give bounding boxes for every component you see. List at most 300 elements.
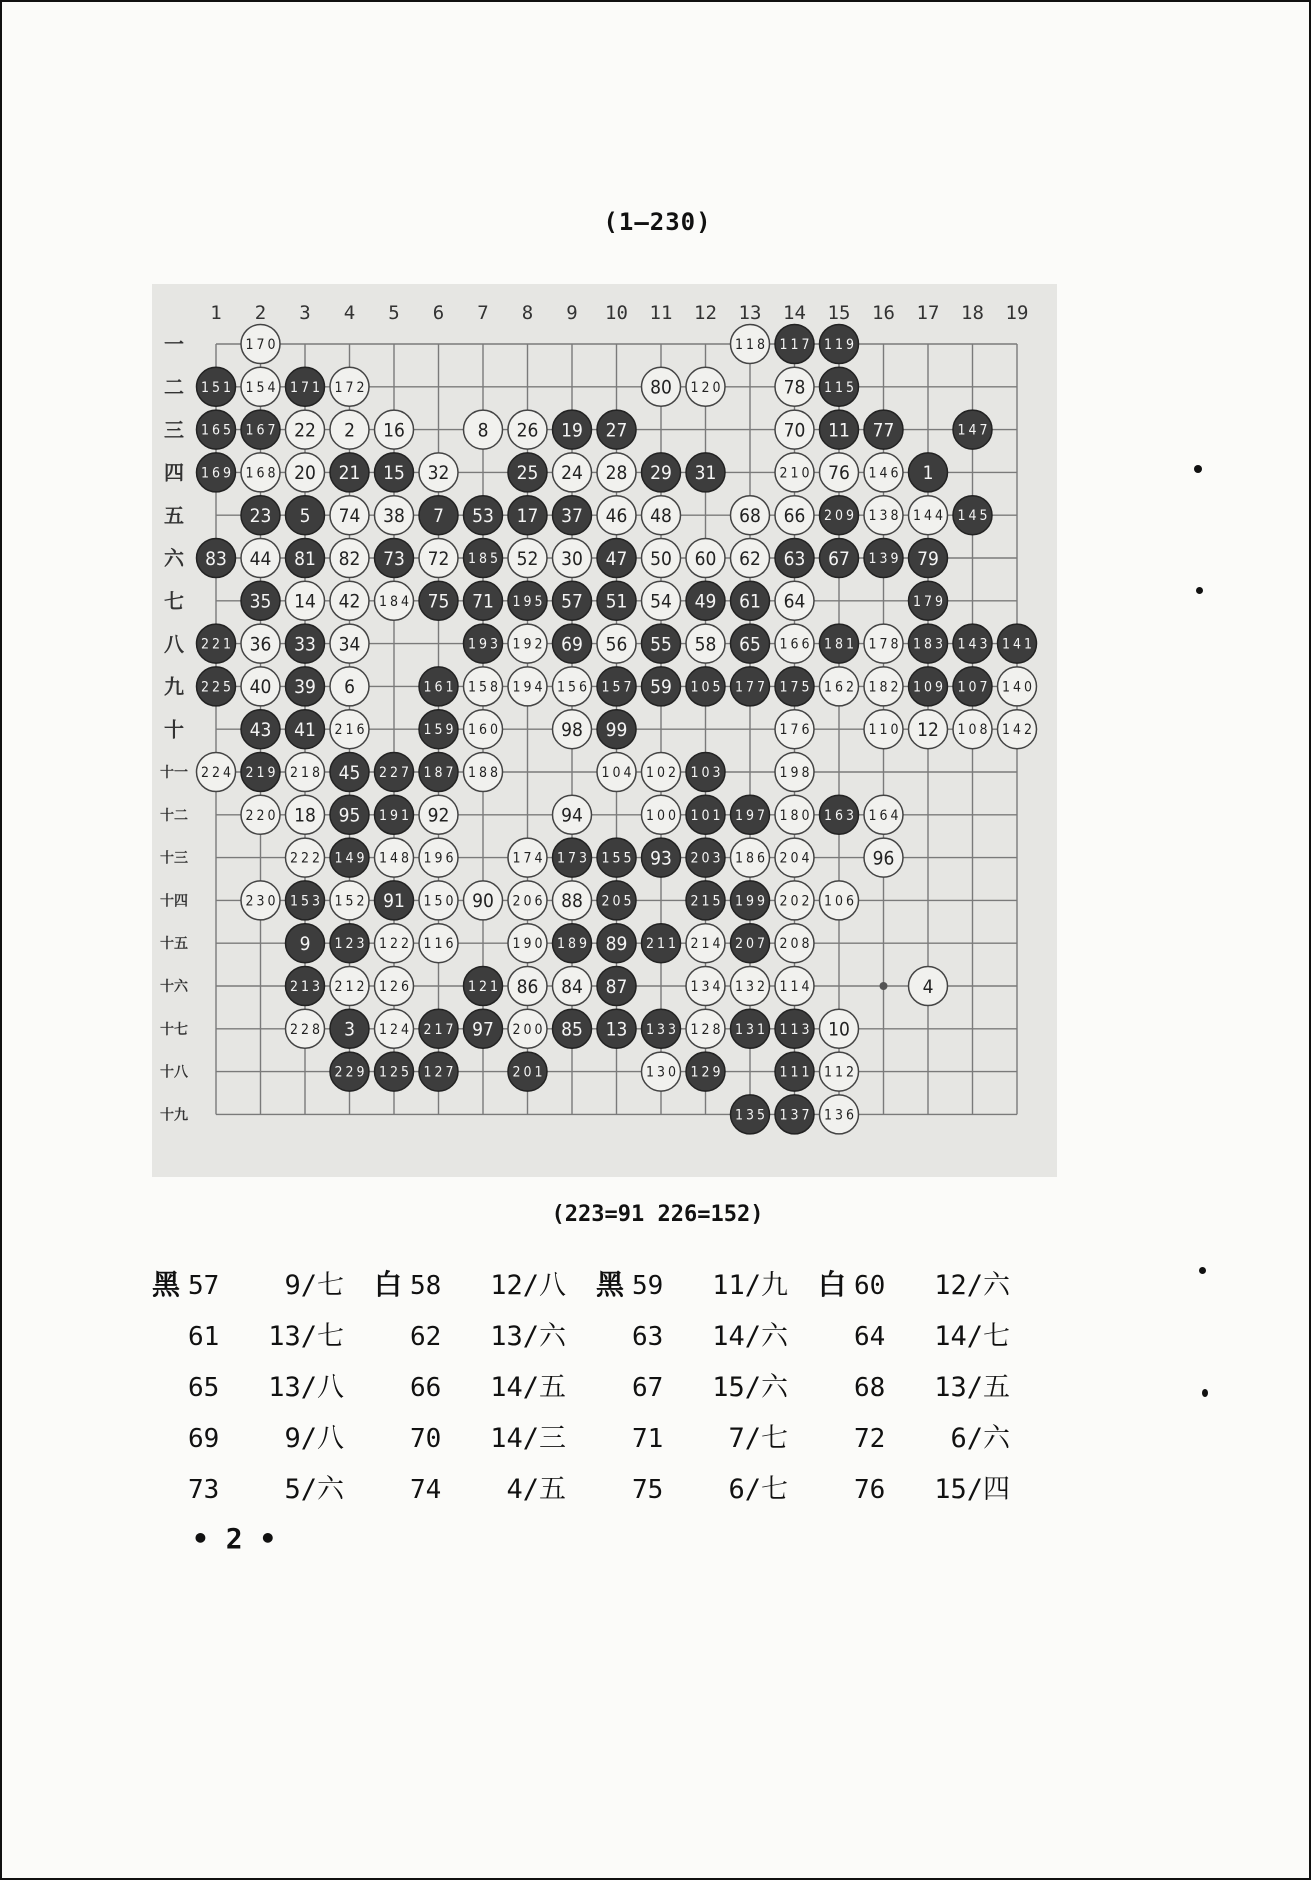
speck bbox=[1199, 1267, 1206, 1274]
stone-move-number: 157 bbox=[601, 679, 632, 696]
stone-move-number: 222 bbox=[290, 850, 320, 867]
stone-move-number: 35 bbox=[249, 590, 272, 613]
stone-move-number: 174 bbox=[512, 850, 543, 867]
move-number: 70 bbox=[410, 1424, 442, 1454]
stone-move-number: 184 bbox=[379, 593, 409, 610]
move-position: 14/三 bbox=[490, 1423, 566, 1454]
move-entry bbox=[596, 1263, 818, 1303]
stone-move-number: 29 bbox=[650, 462, 672, 485]
stone-move-number: 2 bbox=[344, 419, 355, 442]
stone-move-number: 59 bbox=[650, 676, 672, 699]
column-label: 11 bbox=[649, 302, 673, 324]
stone-move-number: 19 bbox=[561, 419, 583, 442]
column-label: 3 bbox=[299, 302, 311, 324]
stone-move-number: 186 bbox=[735, 850, 765, 867]
diagram-title: (1—230) bbox=[603, 208, 712, 236]
stone-move-number: 206 bbox=[512, 893, 543, 910]
stone-move-number: 209 bbox=[824, 508, 854, 525]
move-color: 白 bbox=[818, 1267, 847, 1301]
stone-move-number: 164 bbox=[868, 807, 899, 824]
stone-move-number: 216 bbox=[334, 722, 365, 739]
stone-move-number: 11 bbox=[828, 419, 850, 442]
move-color: 黑 bbox=[152, 1267, 181, 1301]
stone-move-number: 160 bbox=[468, 722, 498, 739]
stone-move-number: 138 bbox=[868, 508, 899, 525]
stone-move-number: 197 bbox=[735, 807, 765, 824]
stone-move-number: 217 bbox=[423, 1021, 454, 1038]
stone-move-number: 179 bbox=[913, 593, 943, 610]
stone-move-number: 161 bbox=[423, 679, 454, 696]
stone-move-number: 79 bbox=[917, 547, 939, 570]
stone-move-number: 126 bbox=[379, 979, 409, 996]
stone-move-number: 31 bbox=[694, 462, 717, 485]
row-label: 八 bbox=[164, 631, 184, 656]
stone-move-number: 67 bbox=[828, 547, 850, 570]
stone-move-number: 52 bbox=[516, 547, 539, 570]
stone-move-number: 202 bbox=[779, 893, 810, 910]
stone-move-number: 146 bbox=[868, 465, 899, 482]
stone-move-number: 119 bbox=[824, 337, 854, 354]
stone-move-number: 68 bbox=[739, 505, 761, 528]
stone-move-number: 212 bbox=[334, 979, 365, 996]
move-position: 14/六 bbox=[712, 1321, 788, 1352]
stone-move-number: 154 bbox=[245, 379, 276, 396]
move-position: 13/七 bbox=[268, 1321, 344, 1352]
stone-move-number: 56 bbox=[605, 633, 628, 656]
stone-move-number: 187 bbox=[423, 765, 454, 782]
stone-move-number: 18 bbox=[294, 804, 316, 827]
stone-move-number: 104 bbox=[601, 765, 632, 782]
move-entry bbox=[596, 1416, 818, 1455]
stone-move-number: 131 bbox=[735, 1021, 765, 1038]
stone-move-number: 53 bbox=[472, 505, 494, 528]
move-entry bbox=[374, 1263, 596, 1303]
move-number: 72 bbox=[854, 1424, 886, 1454]
speck bbox=[1194, 465, 1202, 473]
equivalence-note: (223=91 226=152) bbox=[551, 1202, 764, 1227]
row-label: 七 bbox=[164, 589, 184, 613]
move-row bbox=[152, 1308, 1052, 1359]
move-entry bbox=[374, 1467, 596, 1506]
move-entry bbox=[596, 1365, 818, 1404]
stone-move-number: 61 bbox=[739, 590, 761, 613]
move-entry bbox=[374, 1314, 596, 1353]
move-number: 76 bbox=[854, 1475, 886, 1505]
stone-move-number: 183 bbox=[913, 636, 943, 653]
column-label: 17 bbox=[916, 302, 940, 324]
move-color: 白 bbox=[374, 1267, 403, 1301]
speck bbox=[1196, 587, 1203, 594]
stone-move-number: 227 bbox=[379, 765, 409, 782]
stone-move-number: 139 bbox=[868, 551, 899, 568]
move-position: 6/六 bbox=[950, 1423, 1010, 1454]
stone-move-number: 88 bbox=[561, 890, 583, 913]
stone-move-number: 162 bbox=[824, 679, 854, 696]
row-label: 十五 bbox=[160, 936, 188, 953]
stone-move-number: 17 bbox=[516, 505, 539, 528]
stone-move-number: 136 bbox=[824, 1107, 854, 1124]
stone-move-number: 205 bbox=[601, 893, 632, 910]
stone-move-number: 225 bbox=[201, 679, 231, 696]
stone-move-number: 51 bbox=[605, 590, 628, 613]
stone-move-number: 156 bbox=[557, 679, 587, 696]
stone-move-number: 115 bbox=[824, 379, 854, 396]
row-label: 十二 bbox=[160, 807, 188, 824]
stone-move-number: 204 bbox=[779, 850, 810, 867]
stone-move-number: 80 bbox=[650, 376, 672, 399]
stone-move-number: 55 bbox=[650, 633, 672, 656]
move-position: 13/六 bbox=[490, 1321, 566, 1352]
move-entry bbox=[818, 1314, 1040, 1353]
stone-move-number: 159 bbox=[423, 722, 454, 739]
stone-move-number: 165 bbox=[201, 422, 231, 439]
stone-move-number: 211 bbox=[646, 936, 676, 953]
stone-move-number: 87 bbox=[605, 975, 628, 998]
stone-move-number: 37 bbox=[561, 505, 583, 528]
stone-move-number: 70 bbox=[783, 419, 806, 442]
move-number: 57 bbox=[188, 1270, 220, 1301]
row-label: 十九 bbox=[160, 1107, 188, 1124]
move-position: 13/八 bbox=[268, 1372, 344, 1403]
stone-move-number: 173 bbox=[557, 850, 587, 867]
stone-move-number: 1 bbox=[922, 462, 934, 485]
column-label: 10 bbox=[605, 302, 628, 324]
row-label: 十八 bbox=[160, 1064, 188, 1081]
stone-move-number: 122 bbox=[379, 936, 409, 953]
move-position: 12/八 bbox=[490, 1269, 566, 1301]
stone-move-number: 77 bbox=[872, 419, 895, 442]
move-number: 65 bbox=[188, 1373, 220, 1403]
stone-move-number: 145 bbox=[957, 508, 988, 525]
stone-move-number: 27 bbox=[605, 419, 628, 442]
stone-move-number: 92 bbox=[427, 804, 450, 827]
stone-move-number: 38 bbox=[383, 505, 405, 528]
stone-move-number: 85 bbox=[561, 1018, 583, 1041]
stone-move-number: 151 bbox=[201, 379, 231, 396]
stone-move-number: 97 bbox=[472, 1018, 494, 1041]
move-position: 7/七 bbox=[728, 1423, 788, 1454]
stone-move-number: 99 bbox=[605, 719, 628, 742]
column-label: 4 bbox=[343, 302, 356, 324]
stone-move-number: 125 bbox=[379, 1064, 409, 1081]
move-position: 9/七 bbox=[284, 1269, 344, 1301]
stone-move-number: 8 bbox=[477, 419, 489, 442]
move-number: 75 bbox=[632, 1475, 664, 1505]
stone-move-number: 62 bbox=[739, 547, 761, 570]
stone-move-number: 195 bbox=[512, 593, 543, 610]
stone-move-number: 36 bbox=[249, 633, 272, 656]
column-label: 2 bbox=[254, 302, 267, 324]
stone-move-number: 95 bbox=[338, 804, 361, 827]
move-number: 73 bbox=[188, 1475, 220, 1505]
stone-move-number: 114 bbox=[779, 979, 810, 996]
stone-move-number: 81 bbox=[294, 547, 316, 570]
stone-move-number: 39 bbox=[294, 676, 316, 699]
stone-move-number: 26 bbox=[516, 419, 539, 442]
stone-move-number: 170 bbox=[245, 337, 276, 354]
move-position: 11/九 bbox=[712, 1269, 788, 1301]
stone-move-number: 47 bbox=[605, 547, 628, 570]
move-entry bbox=[818, 1263, 1040, 1303]
stone-move-number: 44 bbox=[249, 547, 272, 570]
move-entry bbox=[152, 1314, 374, 1353]
row-label: 十四 bbox=[160, 893, 188, 910]
stone-move-number: 57 bbox=[561, 590, 583, 613]
stone-move-number: 158 bbox=[468, 679, 498, 696]
stone-move-number: 112 bbox=[824, 1064, 854, 1081]
stone-move-number: 200 bbox=[512, 1021, 543, 1038]
stone-move-number: 23 bbox=[249, 505, 272, 528]
stone-move-number: 208 bbox=[779, 936, 810, 953]
move-entry bbox=[152, 1416, 374, 1455]
stone-move-number: 21 bbox=[338, 462, 361, 485]
move-number: 74 bbox=[410, 1475, 442, 1505]
move-row bbox=[152, 1410, 1052, 1461]
stone-move-number: 118 bbox=[735, 337, 765, 354]
stone-move-number: 82 bbox=[338, 547, 361, 570]
stone-move-number: 33 bbox=[294, 633, 316, 656]
stone-move-number: 16 bbox=[383, 419, 405, 442]
row-label: 十三 bbox=[160, 850, 188, 867]
stone-move-number: 6 bbox=[344, 676, 355, 699]
stone-move-number: 113 bbox=[779, 1021, 810, 1038]
move-position: 15/四 bbox=[934, 1474, 1010, 1505]
stone-move-number: 153 bbox=[290, 893, 320, 910]
move-number: 59 bbox=[632, 1270, 664, 1301]
move-color: 黑 bbox=[596, 1267, 625, 1301]
stone-move-number: 49 bbox=[694, 590, 717, 613]
stone-move-number: 124 bbox=[379, 1021, 409, 1038]
stone-move-number: 50 bbox=[650, 547, 672, 570]
move-row bbox=[152, 1461, 1052, 1512]
stone-move-number: 105 bbox=[690, 679, 721, 696]
stone-move-number: 64 bbox=[783, 590, 806, 613]
stone-move-number: 141 bbox=[1002, 636, 1032, 653]
stone-move-number: 135 bbox=[735, 1107, 765, 1124]
move-entry bbox=[818, 1467, 1040, 1506]
column-label: 19 bbox=[1005, 302, 1029, 324]
move-number: 64 bbox=[854, 1322, 886, 1352]
column-label: 9 bbox=[566, 302, 578, 324]
column-label: 5 bbox=[388, 302, 400, 324]
move-number: 68 bbox=[854, 1373, 886, 1403]
stone-move-number: 86 bbox=[516, 975, 539, 998]
stone-move-number: 214 bbox=[690, 936, 721, 953]
move-position: 14/七 bbox=[934, 1321, 1010, 1352]
stone-move-number: 228 bbox=[290, 1021, 320, 1038]
stone-move-number: 41 bbox=[294, 719, 316, 742]
stone-move-number: 137 bbox=[779, 1107, 810, 1124]
stone-move-number: 175 bbox=[779, 679, 810, 696]
stone-move-number: 207 bbox=[735, 936, 765, 953]
stone-move-number: 133 bbox=[646, 1021, 676, 1038]
move-number: 60 bbox=[854, 1270, 886, 1301]
stone-move-number: 73 bbox=[383, 547, 405, 570]
stone-move-number: 130 bbox=[646, 1064, 676, 1081]
move-position: 13/五 bbox=[934, 1372, 1010, 1403]
stone-move-number: 128 bbox=[690, 1021, 721, 1038]
stone-move-number: 45 bbox=[338, 761, 361, 784]
page-number: • 2 • bbox=[192, 1522, 277, 1555]
move-entry bbox=[374, 1416, 596, 1455]
stone-move-number: 46 bbox=[605, 505, 628, 528]
row-label: 十七 bbox=[160, 1021, 188, 1038]
row-label: 六 bbox=[164, 546, 184, 571]
stone-move-number: 199 bbox=[735, 893, 765, 910]
move-entry bbox=[374, 1365, 596, 1404]
move-position: 12/六 bbox=[934, 1269, 1010, 1301]
move-number: 69 bbox=[188, 1424, 220, 1454]
stone-move-number: 58 bbox=[694, 633, 717, 656]
stone-move-number: 121 bbox=[468, 979, 498, 996]
row-label: 五 bbox=[164, 503, 184, 528]
stone-move-number: 215 bbox=[690, 893, 721, 910]
stone-move-number: 66 bbox=[783, 505, 806, 528]
go-board-svg bbox=[152, 284, 1057, 1177]
move-row bbox=[152, 1257, 1052, 1308]
move-entry bbox=[818, 1365, 1040, 1404]
stone-move-number: 188 bbox=[468, 765, 498, 782]
stone-move-number: 111 bbox=[779, 1064, 810, 1081]
stone-move-number: 102 bbox=[646, 765, 676, 782]
stone-move-number: 3 bbox=[344, 1018, 355, 1041]
move-entry bbox=[596, 1314, 818, 1353]
stone-move-number: 203 bbox=[690, 850, 721, 867]
stone-move-number: 78 bbox=[783, 376, 806, 399]
stone-move-number: 152 bbox=[334, 893, 365, 910]
stone-move-number: 181 bbox=[824, 636, 854, 653]
stone-move-number: 5 bbox=[299, 505, 311, 528]
speck bbox=[1202, 1389, 1208, 1397]
stone-move-number: 129 bbox=[690, 1064, 721, 1081]
column-label: 1 bbox=[210, 302, 222, 324]
stone-move-number: 30 bbox=[561, 547, 583, 570]
stone-move-number: 149 bbox=[334, 850, 365, 867]
stone-move-number: 42 bbox=[338, 590, 361, 613]
stone-move-number: 103 bbox=[690, 765, 721, 782]
go-board-diagram bbox=[152, 284, 1057, 1177]
stone-move-number: 230 bbox=[245, 893, 276, 910]
row-label: 九 bbox=[164, 674, 184, 699]
stone-move-number: 75 bbox=[427, 590, 450, 613]
move-position: 14/五 bbox=[490, 1372, 566, 1403]
stone-move-number: 96 bbox=[872, 847, 895, 870]
stone-move-number: 144 bbox=[913, 508, 943, 525]
column-label: 16 bbox=[872, 302, 895, 324]
stone-move-number: 10 bbox=[828, 1018, 850, 1041]
stone-move-number: 9 bbox=[299, 933, 311, 956]
stone-move-number: 220 bbox=[245, 807, 276, 824]
stone-move-number: 14 bbox=[294, 590, 316, 613]
column-label: 15 bbox=[827, 302, 851, 324]
stone-move-number: 117 bbox=[779, 337, 810, 354]
stone-move-number: 177 bbox=[735, 679, 765, 696]
move-number: 58 bbox=[410, 1270, 442, 1301]
column-label: 12 bbox=[694, 302, 717, 324]
stone-move-number: 189 bbox=[557, 936, 587, 953]
column-label: 14 bbox=[783, 302, 806, 324]
stone-move-number: 25 bbox=[516, 462, 539, 485]
row-label: 三 bbox=[164, 417, 184, 442]
stone-move-number: 110 bbox=[868, 722, 899, 739]
stone-move-number: 54 bbox=[650, 590, 672, 613]
stone-move-number: 106 bbox=[824, 893, 854, 910]
stone-move-number: 93 bbox=[650, 847, 672, 870]
move-list bbox=[152, 1257, 1052, 1512]
stone-move-number: 221 bbox=[201, 636, 231, 653]
star-point bbox=[880, 982, 888, 990]
row-label: 十 bbox=[164, 717, 184, 742]
stone-move-number: 109 bbox=[913, 679, 943, 696]
stone-move-number: 213 bbox=[290, 979, 320, 996]
stone-move-number: 4 bbox=[922, 975, 934, 998]
stone-move-number: 101 bbox=[690, 807, 721, 824]
move-entry bbox=[596, 1467, 818, 1506]
stone-move-number: 168 bbox=[245, 465, 276, 482]
stone-move-number: 13 bbox=[605, 1018, 628, 1041]
stone-move-number: 116 bbox=[423, 936, 454, 953]
stone-move-number: 172 bbox=[334, 379, 365, 396]
stone-move-number: 147 bbox=[957, 422, 988, 439]
move-position: 5/六 bbox=[284, 1474, 344, 1505]
stone-move-number: 229 bbox=[334, 1064, 365, 1081]
stone-move-number: 20 bbox=[294, 462, 316, 485]
stone-move-number: 167 bbox=[245, 422, 276, 439]
stone-move-number: 180 bbox=[779, 807, 810, 824]
stone-move-number: 219 bbox=[245, 765, 276, 782]
stone-move-number: 224 bbox=[201, 765, 231, 782]
stone-move-number: 210 bbox=[779, 465, 810, 482]
row-label: 四 bbox=[164, 460, 184, 485]
stone-move-number: 83 bbox=[205, 547, 227, 570]
stone-move-number: 176 bbox=[779, 722, 810, 739]
stone-move-number: 71 bbox=[472, 590, 494, 613]
stone-move-number: 123 bbox=[334, 936, 365, 953]
stone-move-number: 28 bbox=[605, 462, 628, 485]
column-label: 8 bbox=[521, 302, 534, 324]
stone-move-number: 166 bbox=[779, 636, 810, 653]
move-entry bbox=[152, 1365, 374, 1404]
stone-move-number: 7 bbox=[433, 505, 444, 528]
move-number: 67 bbox=[632, 1373, 664, 1403]
move-number: 62 bbox=[410, 1322, 442, 1352]
stone-move-number: 169 bbox=[201, 465, 231, 482]
stone-move-number: 201 bbox=[512, 1064, 543, 1081]
stone-move-number: 134 bbox=[690, 979, 721, 996]
move-position: 4/五 bbox=[506, 1474, 566, 1505]
stone-move-number: 140 bbox=[1002, 679, 1032, 696]
stone-move-number: 178 bbox=[868, 636, 899, 653]
move-number: 71 bbox=[632, 1424, 664, 1454]
stone-move-number: 48 bbox=[650, 505, 672, 528]
row-label: 二 bbox=[164, 375, 184, 399]
stone-move-number: 194 bbox=[512, 679, 543, 696]
stone-move-number: 198 bbox=[779, 765, 810, 782]
stone-move-number: 142 bbox=[1002, 722, 1032, 739]
stone-move-number: 163 bbox=[824, 807, 854, 824]
move-number: 63 bbox=[632, 1322, 664, 1352]
move-row bbox=[152, 1359, 1052, 1410]
stone-move-number: 107 bbox=[957, 679, 988, 696]
stone-move-number: 34 bbox=[338, 633, 361, 656]
column-label: 7 bbox=[477, 302, 489, 324]
stone-move-number: 84 bbox=[561, 975, 583, 998]
row-label: 十六 bbox=[160, 979, 188, 996]
stone-move-number: 65 bbox=[739, 633, 761, 656]
stone-move-number: 24 bbox=[561, 462, 583, 485]
move-number: 66 bbox=[410, 1373, 442, 1403]
stone-move-number: 143 bbox=[957, 636, 988, 653]
